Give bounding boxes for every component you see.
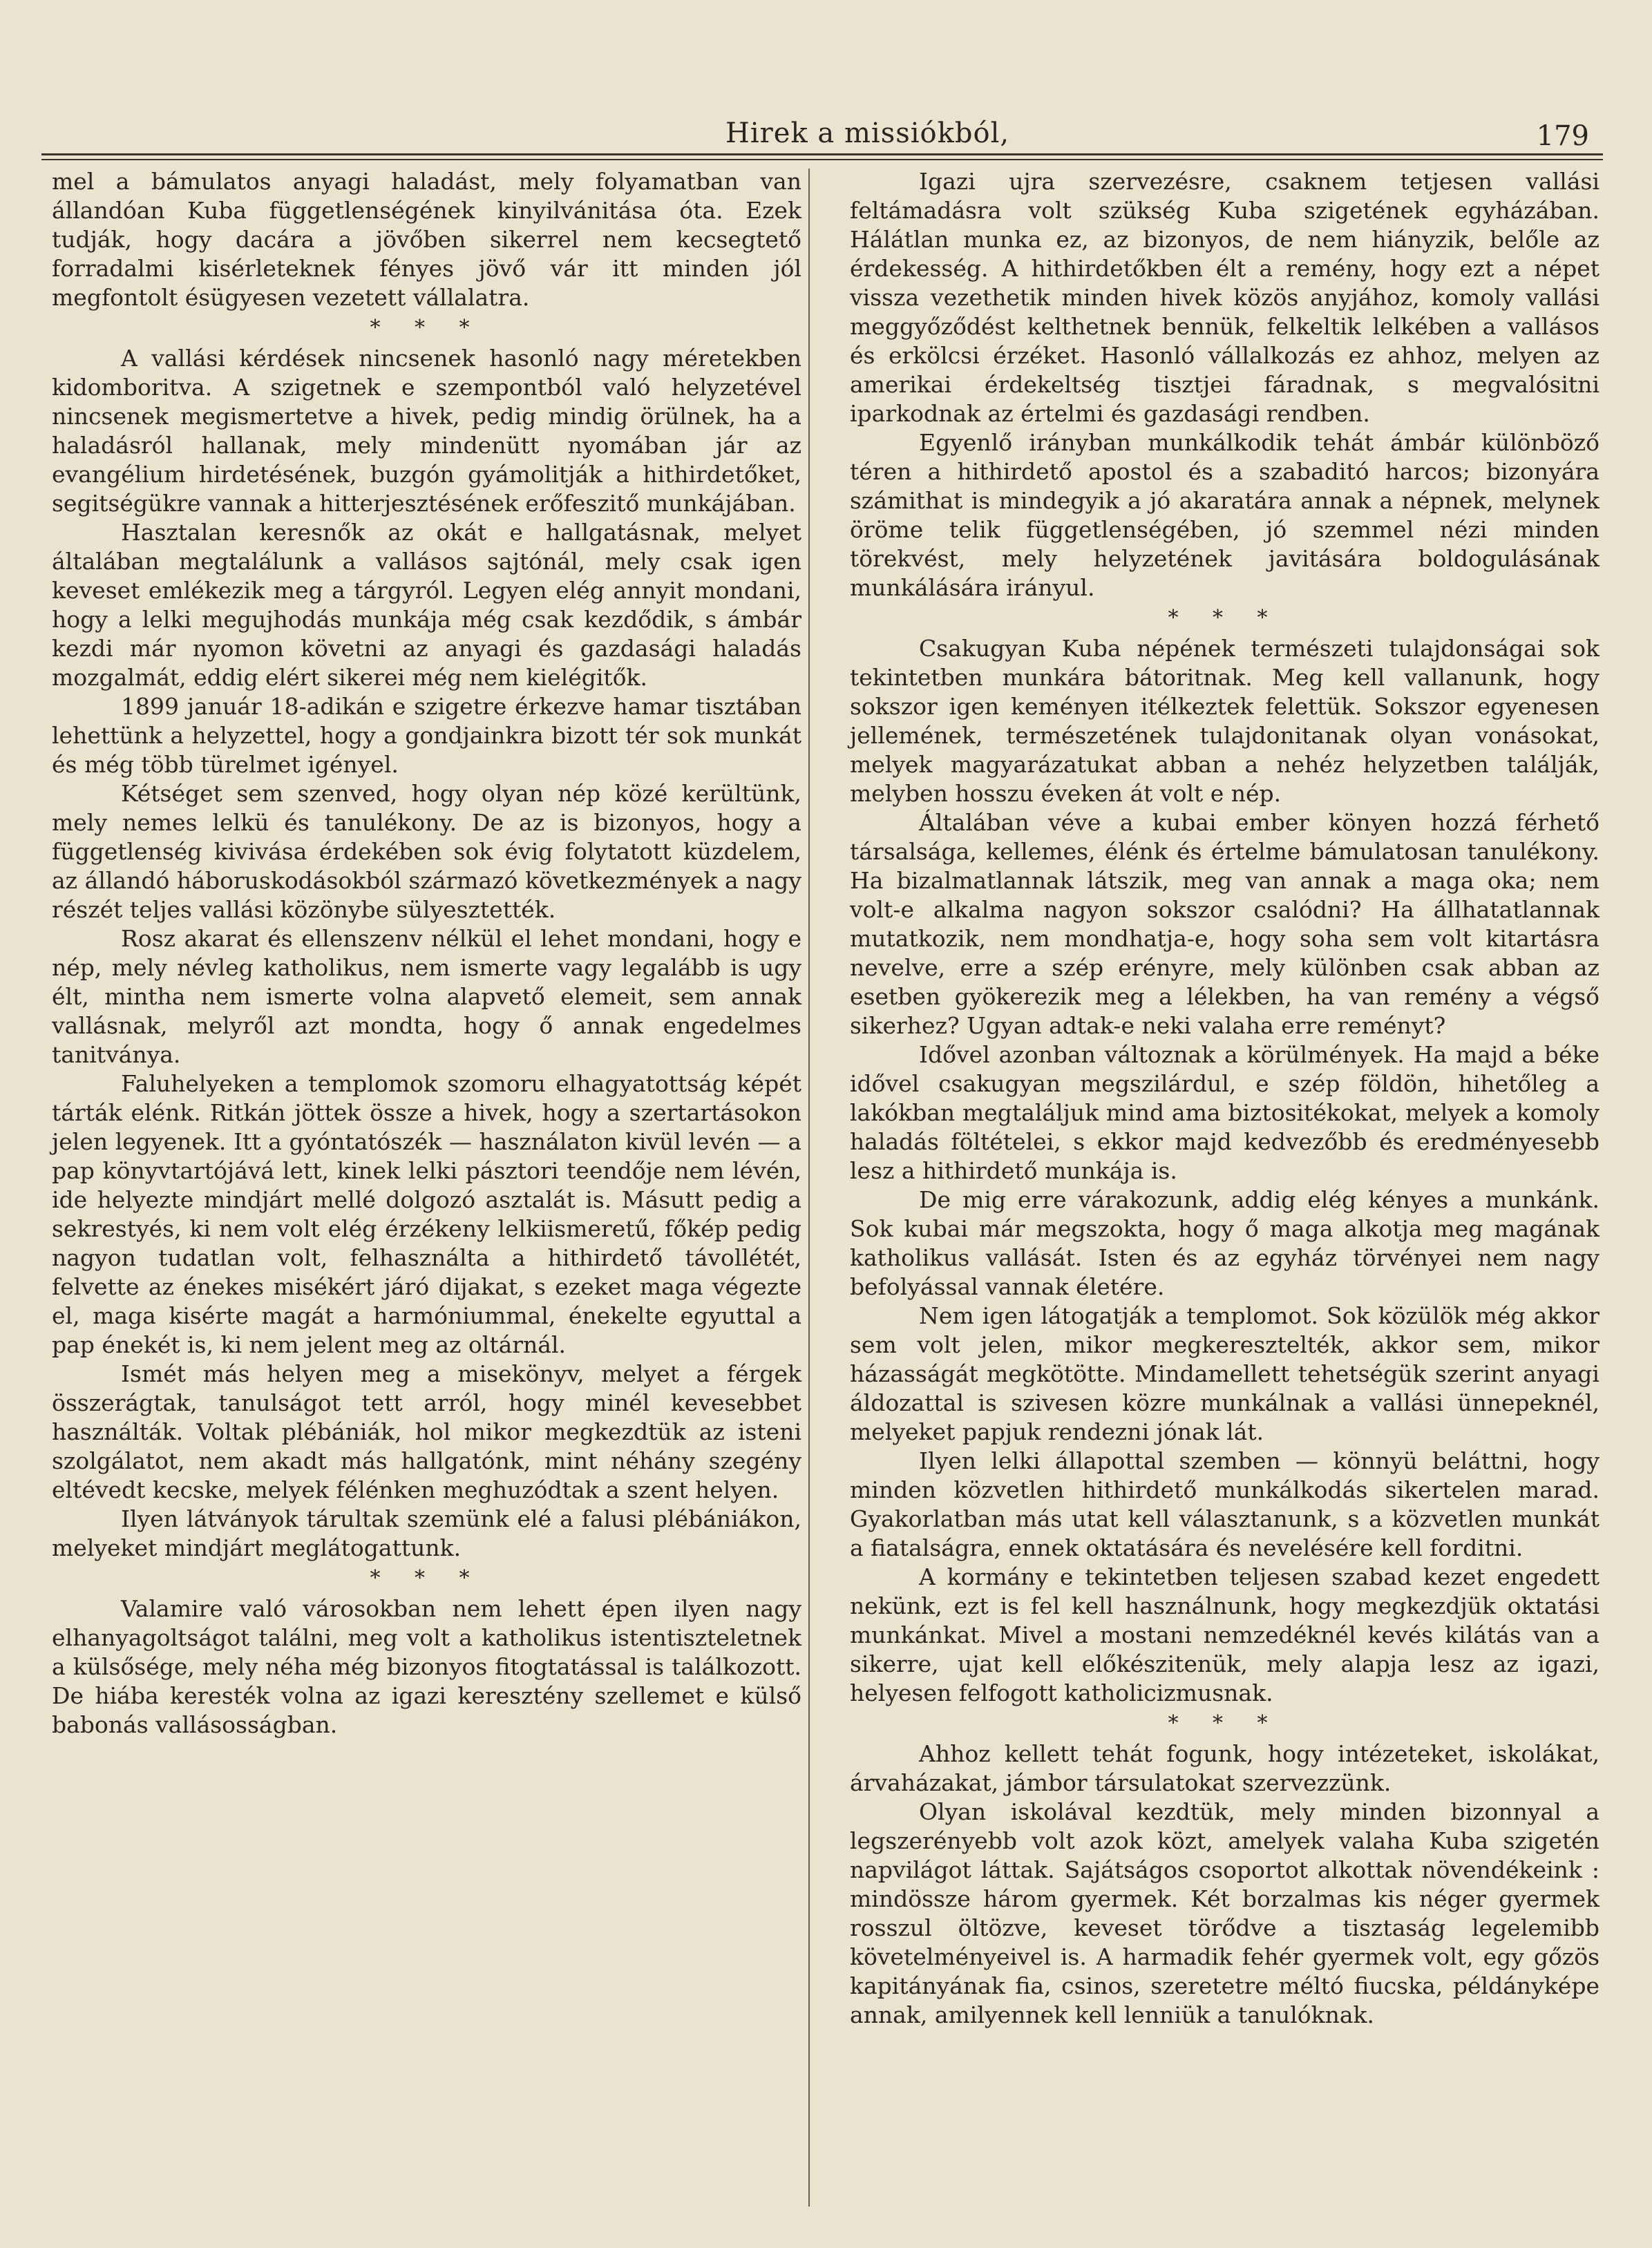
paragraph: Egyenlő irányban munkálkodik tehát ámbár különböző téren a hithirdető apostol és a szabaditó harcos; bizonyára számithat is mindegyik a jó akaratára annak a népnek, melynek öröme telik függetlenségében, jó szemmel nézi minden törekvést, mely helyzetének javitására boldogulásának munkálására irányul. bbox=[850, 429, 1599, 601]
paragraph: Általában véve a kubai ember könyen hozzá férhető társalsága, kellemes, élénk és értelme bámulatosan tanulékony. Ha bizalmatlannak látszik, meg van annak a maga oka; nem volt-e alkalma nagyon sokszor csalódni? Ha állhatatlannak mutatkozik, nem mondhatja-e, hogy soha sem volt kitartásra nevelve, erre a szép erényre, mely különben csak abban az esetben gyökerezik meg a lélekben, ha van remény a végső sikerhez? Ugyan adtak-e neki valaha erre reményt? bbox=[850, 809, 1599, 1039]
paragraph: Ismét más helyen meg a misekönyv, melyet a férgek összerágtak, tanulságot tett arról, hogy minél kevesebbet használták. Voltak plébániák, hol mikor megkezdtük az isteni szolgálatot, nem akadt más hallgatónk, mint néhány szegény eltévedt kecske, melyek félénken meghuzódtak a szent helyen. bbox=[52, 1360, 801, 1503]
paragraph: Ilyen lelki állapottal szemben — könnyü beláttni, hogy minden közvetlen hithirdető munkálkodás sikertelen marad. Gyakorlatban más utat kell választanunk, s a közvetlen munkát a fiatalságra, ennek oktatására és nevelésére kell forditni. bbox=[850, 1447, 1599, 1561]
section-separator: * * * bbox=[370, 316, 484, 340]
paragraph: Valamire való városokban nem lehett épen ilyen nagy elhanyagoltságot találni, meg volt a katholikus istentiszteletnek a külsősége, mely néha még bizonyos fitogtatással is találkozott. De hiába keresték volna az igazi keresztény szellemet e külső babonás vallásosságban. bbox=[52, 1595, 801, 1738]
paragraph: Ahhoz kellett tehát fogunk, hogy intézeteket, iskolákat, árvaházakat, jámbor társulatokat szervezzünk. bbox=[850, 1740, 1599, 1796]
section-separator: * * * bbox=[370, 1566, 484, 1590]
paragraph: Idővel azonban változnak a körülmények. Ha majd a béke idővel csakugyan megszilárdul, e szép földön, hihetőleg a lakókban megtaláljuk mind ama biztositékokat, melyek a komoly haladás föltételei, s ekkor majd kedvezőbb és eredményesebb lesz a hithirdető munkája is. bbox=[850, 1041, 1599, 1184]
header-rule-thin bbox=[41, 159, 1603, 160]
section-separator: * * * bbox=[1168, 606, 1282, 630]
paragraph: 1899 január 18-adikán e szigetre érkezve hamar tisztában lehettünk a helyzettel, hogy a gondjainkra bizott tér sok munkát és még több türelmet igényel. bbox=[52, 693, 801, 778]
page-number: 179 bbox=[1536, 120, 1589, 152]
right-column bbox=[850, 167, 1599, 2030]
header-rule bbox=[41, 153, 1603, 155]
paragraph: Faluhelyeken a templomok szomoru elhagyatottság képét tárták elénk. Ritkán jöttek össze a hivek, hogy a szertartásokon jelen legyenek. Itt a gyóntatószék — használaton kivül levén — a pap könyvtartójává lett, kinek lelki pásztori teendője nem lévén, ide helyezte mindjárt mellé dolgozó asztalát is. Másutt pedig a sekrestyés, ki nem volt elég érzékeny lelkiismeretű, főkép pedig nagyon tudatlan volt, felhasználta a hithirdető távollétét, felvette az énekes misékért járó dijakat, s ezeket maga végezte el, maga kisérte magát a harmóniummal, énekelte egyuttal a pap énekét is, ki nem jelent meg az oltárnál. bbox=[52, 1070, 801, 1358]
paragraph: Kétséget sem szenved, hogy olyan nép közé kerültünk, mely nemes lelkü és tanulékony. De az is bizonyos, hogy a függetlenség kivivása érdekében sok évig folytatott küzdelem, az állandó háboruskodásokból származó következmények a nagy részét teljes vallási közönybe sülyesztették. bbox=[52, 780, 801, 923]
paragraph: Csakugyan Kuba népének természeti tulajdonságai sok tekintetben munkára bátoritnak. Meg kell vallanunk, hogy sokszor igen keményen itélkeztek felettük. Sokszor egyenesen jellemének, természetének tulajdonitanak olyan vonásokat, melyek magyarázatukat abban a nehéz helyzetben találják, melyben hosszu éveken át volt e nép. bbox=[850, 635, 1599, 807]
paragraph: Nem igen látogatják a templomot. Sok közülök még akkor sem volt jelen, mikor megkeresztelték, akkor sem, mikor házasságát megkötötte. Mindamellett tehetségük szerint anyagi áldozattal is szivesen közre munkálnak a vallási ünnepeknél, melyeket papjuk rendezni jónak lát. bbox=[850, 1302, 1599, 1445]
paragraph: Hasztalan keresnők az okát e hallgatásnak, melyet általában megtalálunk a vallásos sajtónál, mely csak igen keveset emlékezik meg a tárgyról. Legyen elég annyit mondani, hogy a lelki megujhodás munkája még csak kezdődik, s ámbár kezdi már nyomon követni az anyagi és gazdasági haladás mozgalmát, eddig elért sikerei még nem kielégitők. bbox=[52, 519, 801, 691]
paragraph: A kormány e tekintetben teljesen szabad kezet engedett nekünk, ezt is fel kell használnunk, hogy megkezdjük oktatási munkánkat. Mivel a mostani nemzedéknél kevés kilátás van a sikerre, ujat kell előkészitenük, mely alapja lesz az igazi, helyesen felfogott katholicizmusnak. bbox=[850, 1563, 1599, 1706]
paragraph: mel a bámulatos anyagi haladást, mely folyamatban van állandóan Kuba függetlenségének kinyilvánitása óta. Ezek tudják, hogy dacára a jövőben sikerrel nem kecsegtető forradalmi kisérleteknek fényes jövő vár itt minden jól megfontolt ésügyesen vezetett vállalatra. bbox=[52, 168, 801, 311]
section-separator: * * * bbox=[1168, 1711, 1282, 1735]
left-column bbox=[52, 167, 801, 1740]
paragraph: De mig erre várakozunk, addig elég kényes a munkánk. Sok kubai már megszokta, hogy ő maga alkotja meg magának katholikus vallását. Isten és az egyház törvényei nem nagy befolyással vannak életére. bbox=[850, 1186, 1599, 1300]
paragraph: Olyan iskolával kezdtük, mely minden bizonnyal a legszerényebb volt azok közt, amelyek valaha Kuba szigetén napvilágot láttak. Sajátságos csoportot alkottak növendékeink : mindössze három gyermek. Két borzalmas kis néger gyermek rosszul öltözve, keveset törődve a tisztaság legelemibb követelményeivel is. A harmadik fehér gyermek volt, egy gőzös kapitányának fia, csinos, szeretetre méltó fiucska, példányképe annak, amilyennek kell lenniük a tanulóknak. bbox=[850, 1798, 1599, 2028]
paragraph: Rosz akarat és ellenszenv nélkül el lehet mondani, hogy e nép, mely névleg katholikus, nem ismerte vagy legalább is ugy élt, mintha nem ismerte volna alapvető elemeit, sem annak vallásnak, melyről azt mondta, hogy ő annak engedelmes tanitványa. bbox=[52, 925, 801, 1068]
column-divider bbox=[808, 169, 810, 2207]
page-header bbox=[41, 117, 1603, 163]
paragraph: Igazi ujra szervezésre, csaknem tetjesen vallási feltámadásra volt szükség Kuba szigetének egyházában. Hálátlan munka ez, az bizonyos, de nem hiányzik, belőle az érdekesség. A hithirdetőkben élt a remény, hogy ezt a népet vissza vezethetik minden hivek közös anyjához, komoly vallási meggyőződést kelthetnek bennük, felkeltik lelkében a vallásos és erkölcsi érzéket. Hasonló vállalkozás ez ahhoz, melyen az amerikai érdekeltség tisztjei fáradnak, s megvalósitni iparkodnak az értelmi és gazdasági rendben. bbox=[850, 168, 1599, 427]
running-title: Hirek a missiókból, bbox=[725, 117, 1010, 149]
paragraph: Ilyen látványok tárultak szemünk elé a falusi plébániákon, melyeket mindjárt meglátogattunk. bbox=[52, 1505, 801, 1561]
paragraph: A vallási kérdések nincsenek hasonló nagy méretekben kidomboritva. A szigetnek e szempontból való helyzetével nincsenek megismertetve a hivek, pedig mindig örülnek, ha a haladásról hallanak, mely mindenütt nyomában jár az evangélium hirdetésének, buzgón gyámolitják a hithirdetőket, segitségükre vannak a hitterjesztésének erőfeszitő munkájában. bbox=[52, 345, 801, 517]
